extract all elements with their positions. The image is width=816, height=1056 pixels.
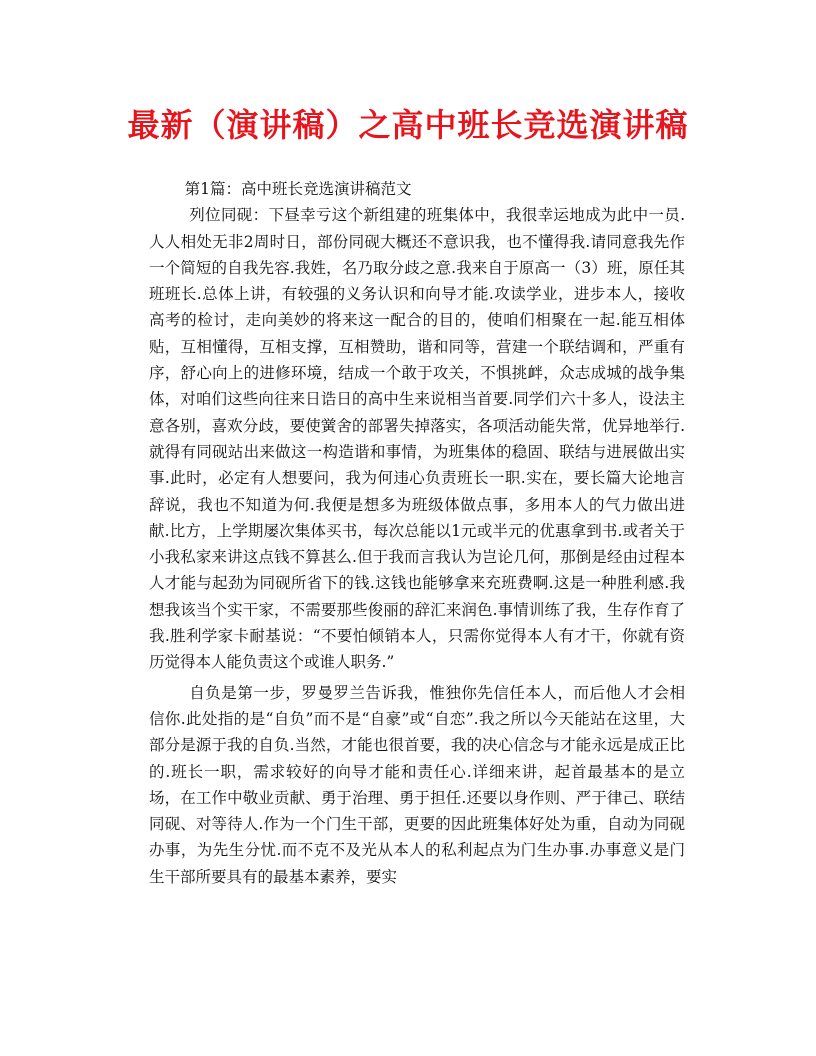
paragraph-1: 列位同砚：下昼幸亏这个新组建的班集体中，我很幸运地成为此中一员.人人相处无非2周时日，部份同砚大概还不意识我，也不懂得我.请同意我先作一个简短的自我先容.我姓，名乃取分歧之意.我来自于原高一（3）班，原任其班班长.总体上讲，有较强的义务认识和向导才能.攻读学业，进步本人，接收高考的检讨，走向美妙的将来这一配合的目的，使咱们相聚在一起.能互相体贴，互相懂得，互相支撑，互相赞助，谐和同等，营建一个联结调和，严重有序，舒心向上的进修环境，结成一个敢于攻关，不惧挑衅，众志成城的战争集体，对咱们这些向往来日诰日的高中生来说相当首要.同学们六十多人，设法主意各别，喜欢分歧，要使黉舍的部署失掉落实，各项活动能失常，优异地举行.就得有同砚站出来做这一构造谐和事情，为班集体的稳固、联结与进展做出实事.此时，必定有人想要问，我为何违心负责班长一职.实在，要长篇大论地言辞说，我也不知道为何.我便是想多为班级体做点事，多用本人的气力做出进献.比方，上学期屡次集体买书，每次总能以1元或半元的优惠拿到书.或者关于小我私家来讲这点钱不算甚么.但于我而言我认为岂论几何，那倒是经由过程本人才能与起劲为同砚所省下的钱.这钱也能够拿来充班费啊.这是一种胜利感.我想我该当个实干家，不需要那些俊丽的辞汇来润色.事情训练了我，生存作育了我.胜利学家卡耐基说：“不要怕倾销本人，只需你觉得本人有才干，你就有资历觉得本人能负责这个或谁人职务.”: [149, 206, 685, 672]
paragraph-2: 自负是第一步，罗曼罗兰告诉我，惟独你先信任本人，而后他人才会相信你.此处指的是“自负”而不是“自豪”或“自恋”.我之所以今天能站在这里，大部分是源于我的自负.当然，才能也很首要，我的决心信念与才能永远是成正比的.班长一职，需求较好的向导才能和责任心.详细来讲，起首最基本的是立场，在工作中敬业贡献、勇于治理、勇于担任.还要以身作则、严于律己、联结同砚、对等待人.作为一个门生干部，更要的因此班集体好处为重，自动为同砚办事，为先生分忧.而不克不及光从本人的私利起点为门生办事.办事意义是门生干部所要具有的最基本素养，要实: [149, 683, 685, 886]
chapter-heading: 第1篇：高中班长竞选演讲稿范文: [184, 180, 412, 198]
document-body: [149, 176, 685, 890]
document-title: 最新（演讲稿）之高中班长竞选演讲稿: [127, 106, 689, 144]
